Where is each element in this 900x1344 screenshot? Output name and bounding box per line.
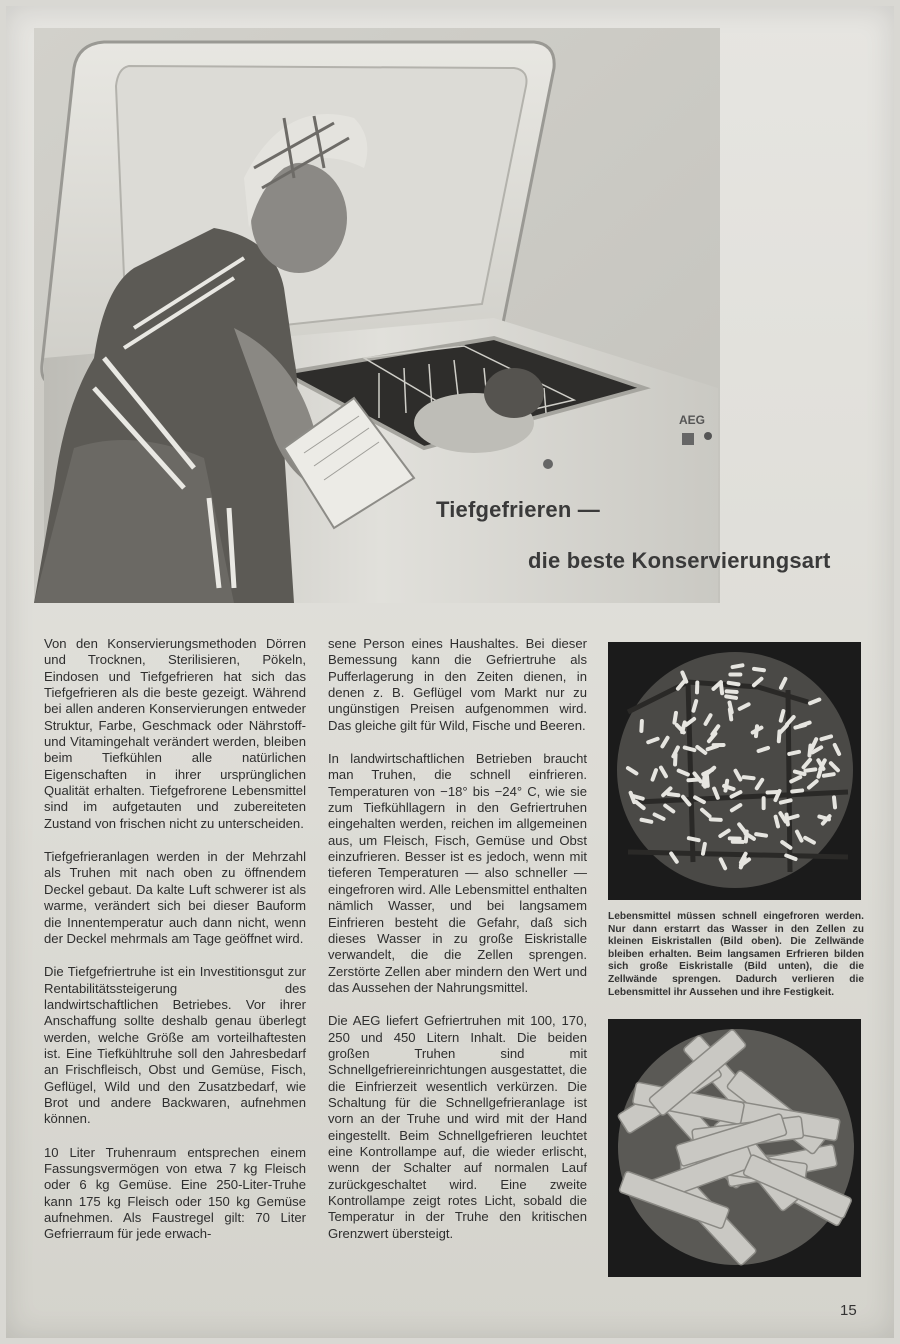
aeg-logo: AEG <box>679 413 706 427</box>
text-column-1 <box>44 636 306 1260</box>
text-column-2 <box>328 636 587 1259</box>
micrograph-caption: Lebensmittel müssen schnell eingefroren werden. Nur dann erstarrt das Wasser in den Zellen zu kleinen Eiskristallen (Bild oben). Die Zellwände bleiben erhalten. Beim langsamen Erfrieren bilden sich große Eiskristalle (Bild unten), die die Zellwände sprengen. Dadurch verlieren die Lebensmittel ihr Aussehen und ihre Festigkeit. <box>608 911 864 998</box>
micrograph-large-crystals <box>608 1019 861 1277</box>
paragraph: Die AEG liefert Gefriertruhen mit 100, 170, 250 und 450 Litern Inhalt. Die beiden großen Truhen sind mit Schnellgefriereinrichtungen ausgestattet, die die Einfrierzeit wesentlich verkürzen. Die Schaltung für die Schnellgefrieranlage ist vorn an der Truhe und wird mit der Hand eingestellt. Beim Schnellgefrieren leuchtet eine Kontrollampe auf, die wieder erlischt, wenn der Schalter auf normalen Lauf zurückgeschaltet wird. Eine zweite Kontrollampe zeigt rotes Licht, sobald die Temperatur in der Truhe den kritischen Grenzwert übersteigt. <box>328 1013 587 1241</box>
paragraph: Von den Konservierungsmethoden Dörren und Trocknen, Sterilisieren, Pökeln, Eindosen und Tiefgefrieren hat sich das Tiefgefrieren als die beste gezeigt. Während bei allen anderen Konservierungen entweder Struktur, Farbe, Geschmack oder Nährstoff- und Vitamingehalt verändert werden, bleiben beim Tiefkühlen alle natürlichen Eigenschaften in ihrer ursprünglichen Qualität erhalten. Tiefgefrorene Lebensmittel sind im aufgetauten und zubereiteten Zustand von frischen nicht zu unterscheiden. <box>44 636 306 831</box>
freezer-photo <box>34 28 720 603</box>
paragraph: Die Tiefgefriertruhe ist ein Investitionsgut zur Rentabilitätssteigerung des landwirtschaftlichen Betriebes. Vor ihrer Anschaffung sollte deshalb genau überlegt werden, welche Größe am vorteilhaftesten ist. Eine Tiefkühltruhe soll den Jahresbedarf an Frischfleisch, Obst und Gemüse, Fisch, Geflügel, Wild und den Zusatzbedarf, wie Brot und andere Backwaren, aufnehmen können. <box>44 964 306 1127</box>
micrograph-small-crystals <box>608 642 861 900</box>
headline-line-2: die beste Konservierungsart <box>528 548 831 573</box>
headline-line-1: Tiefgefrieren — <box>436 497 600 522</box>
paragraph: 10 Liter Truhenraum entsprechen einem Fassungsvermögen von etwa 7 kg Fleisch oder 6 kg Gemüse. Eine 250-Liter-Truhe kann 175 kg Fleisch oder 150 kg Gemüse aufnehmen. Als Faustregel gilt: 70 Liter Gefrierraum für jede erwach- <box>44 1144 306 1242</box>
paragraph: In landwirtschaftlichen Betrieben braucht man Truhen, die schnell einfrieren. Temperaturen von −18° bis −24° C, wie sie zum Tiefkühllagern in den Gefriertruhen eingehalten werden, reichen im allgemeinen aus, um Fleisch, Fisch, Gemüse und Obst einzufrieren. Besser ist es jedoch, wenn mit tieferen Temperaturen — also schneller — eingefroren wird. Alle Lebensmittel enthalten nämlich Wasser, und bei langsamem Einfrieren besteht die Gefahr, daß sich dieses Wasser in zu große Eiskristalle verwandelt, die die Zellen sprengen. Zerstörte Zellen aber mindern den Wert und das Aussehen der Nahrungsmittel. <box>328 751 587 995</box>
paragraph: sene Person eines Haushaltes. Bei dieser Bemessung kann die Gefriertruhe als Pufferlagerung in den Zeiten dienen, in denen z. B. Geflügel vom Markt nur zu ungünstigen Preisen aufgenommen wird. Das gleiche gilt für Wild, Fische und Beeren. <box>328 636 587 733</box>
paragraph: Tiefgefrieranlagen werden in der Mehrzahl als Truhen mit nach oben zu öffnendem Deckel gebaut. Da kalte Luft schwerer ist als warme, verändert sich bei dieser Bauform die Innentemperatur auch dann nicht, wenn der Deckel mehrmals am Tage geöffnet wird. <box>44 849 306 946</box>
page-number: 15 <box>840 1302 857 1319</box>
